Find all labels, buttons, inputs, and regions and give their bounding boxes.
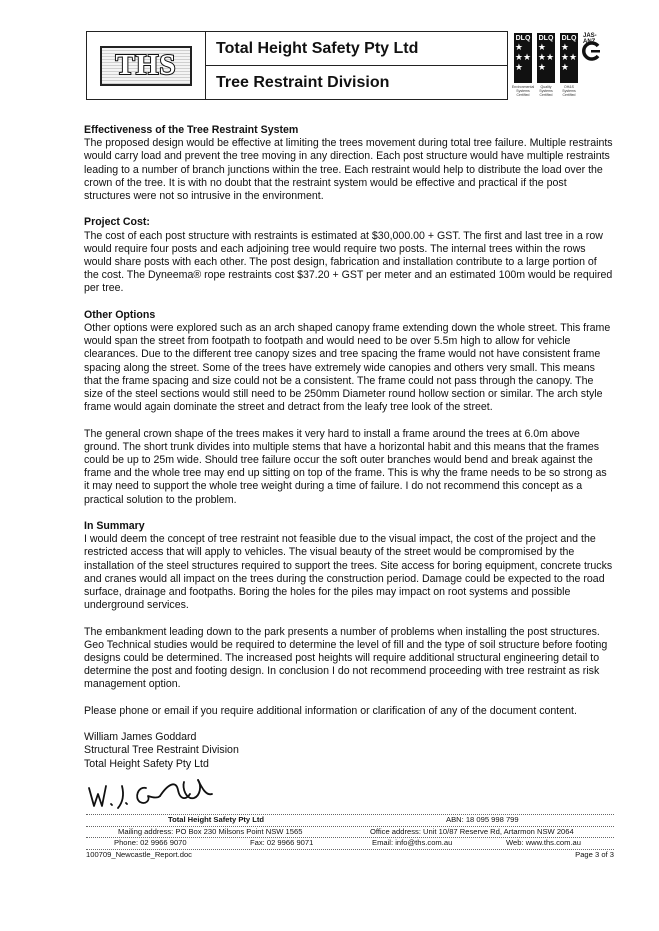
- footer-web: Web: www.ths.com.au: [506, 838, 581, 847]
- badge-caption: Quality Systems Certified: [539, 85, 553, 97]
- section-heading: Project Cost:: [84, 216, 150, 229]
- signoff-name: William James Goddard: [84, 731, 197, 744]
- paragraph: The cost of each post structure with restraints is estimated at $30,000.00 + GST. The first and last tree in a row would require four posts and each adjoining tree would require two posts. The internal trees within the rows would share posts with each other. The post design, fabrication and installation contribute to a large portion of the cost. The Dyneema® rope restraints cost $37.20 + GST per meter and an estimated 100m would be required per tree.: [84, 229, 613, 295]
- footer-mailing-address: Mailing address: PO Box 230 Milsons Point NSW 1565: [118, 826, 303, 836]
- paragraph: The embankment leading down to the park presents a number of problems when installing the post structures. Geo Technical studies would be required to determine the level of fill and the type of soil structure before footing designs could be determined. The increased post heights will require additional structural engineering detail to determine the post and footing design. In conclusion I do not recommend proceeding with tree restraint as risk management option.: [84, 625, 608, 691]
- logo-container: [87, 32, 206, 99]
- certification-badge-quality: DLQ ★ ★★ ★: [537, 33, 555, 83]
- division-name: Tree Restraint Division: [216, 73, 390, 91]
- badge-caption: Environmental Systems Certified: [511, 85, 535, 97]
- star-icon: ★ ★★ ★: [514, 42, 532, 72]
- footer-page-number: Page 3 of 3: [575, 849, 614, 859]
- section-heading: Other Options: [84, 308, 156, 321]
- letterhead-titles: [206, 32, 507, 99]
- certification-badge-ohs: DLQ ★ ★★ ★: [560, 33, 578, 83]
- certification-badges: [512, 31, 604, 99]
- paragraph: Other options were explored such as an arch shaped canopy frame extending down the whole street. This frame would span the street from footpath to footpath and would need to be over 5.5m high to allow for vehicle clearances. Due to the different tree canopy sizes and tree spacing the frame would not have consistent frame spacing along the street. Some of the trees have extremely wide canopies and others very small. This means that the frame spacing and size could not be a consistent. The frame could not pass through the canopy. The size of the steel sections would still need to be 250mm Diameter round hollow section or similar. The arch style frame would again dominate the street and detract from the leafy tree look of the street.: [84, 322, 611, 414]
- badge-caption: OH&S Systems Certified: [562, 85, 576, 97]
- jas-anz-label: JAS-ANZ: [583, 33, 597, 45]
- star-icon: ★ ★★ ★: [537, 42, 555, 72]
- letterhead: [86, 31, 508, 100]
- logo-text: THS: [115, 49, 177, 81]
- company-logo: [100, 46, 192, 86]
- footer-abn: ABN: 18 095 998 799: [446, 815, 519, 824]
- footer-row-document: [86, 850, 614, 861]
- company-name: Total Height Safety Pty Ltd: [206, 32, 507, 66]
- footer-phone: Phone: 02 9966 9070: [114, 838, 187, 847]
- page-footer: [86, 814, 614, 860]
- footer-company: Total Height Safety Pty Ltd: [168, 815, 265, 824]
- paragraph: I would deem the concept of tree restraint not feasible due to the visual impact, the cost of the project and the restricted access that will apply to vehicles. The visual beauty of the street would be compromised by the installation of the steel structures required to support the trees. Site access for boring equipment, concrete trucks and cranes would all impact on the trees during the construction period. Damage could be expected to the road surface, drainage and footpaths. Boring the holes for the piles may impact on root systems and possible underground services.: [84, 533, 613, 612]
- document-body: [84, 124, 614, 771]
- jas-anz-logo-icon: [582, 41, 602, 61]
- footer-filename: 100709_Newcastle_Report.doc: [86, 849, 192, 859]
- handwritten-signature: [86, 772, 216, 814]
- paragraph: Please phone or email if you require additional information or clarification of any of the document content.: [84, 704, 577, 717]
- certification-badge-environment: DLQ ★ ★★ ★: [514, 33, 532, 83]
- footer-row-company: [86, 814, 614, 826]
- footer-email: Email: info@ths.com.au: [372, 838, 453, 847]
- star-icon: ★ ★★ ★: [560, 42, 578, 72]
- signoff-company: Total Height Safety Pty Ltd: [84, 757, 209, 770]
- footer-office-address: Office address: Unit 10/87 Reserve Rd, Artarmon NSW 2064: [370, 826, 574, 836]
- section-heading: Effectiveness of the Tree Restraint System: [84, 124, 299, 136]
- paragraph: The general crown shape of the trees makes it very hard to install a frame around the trees at 6.0m above ground. The short trunk divides into multiple stems that have a horizontal habit and this means that the frames could be up to 25m wide. Should tree failure occur the soft outer branches would bend and break against the frame and the whole tree may end up sitting on top of the frame. This is why the frame needs to be so strong as it may need to support the whole tree weight during a time of failure. I do not recommend this concept as a practical solution to the problem.: [84, 427, 607, 506]
- footer-row-address: [86, 826, 614, 838]
- section-heading: In Summary: [84, 520, 145, 533]
- paragraph: The proposed design would be effective at limiting the trees movement during total tree failure. Multiple restraints would carry load and prevent the tree moving in any direction. Each post structure would have multiple restraints leading to a number of branch junctions within the tree. Each restraint would help to distribute the load over the crown of the tree. It is with no doubt that the restraint system would be effective and practical if the post structures were not so intrusive in the environment.: [84, 137, 613, 203]
- signoff-title: Structural Tree Restraint Division: [84, 744, 239, 757]
- signoff-block: [84, 731, 614, 771]
- footer-row-contact: [86, 837, 614, 850]
- footer-fax: Fax: 02 9966 9071: [250, 838, 314, 847]
